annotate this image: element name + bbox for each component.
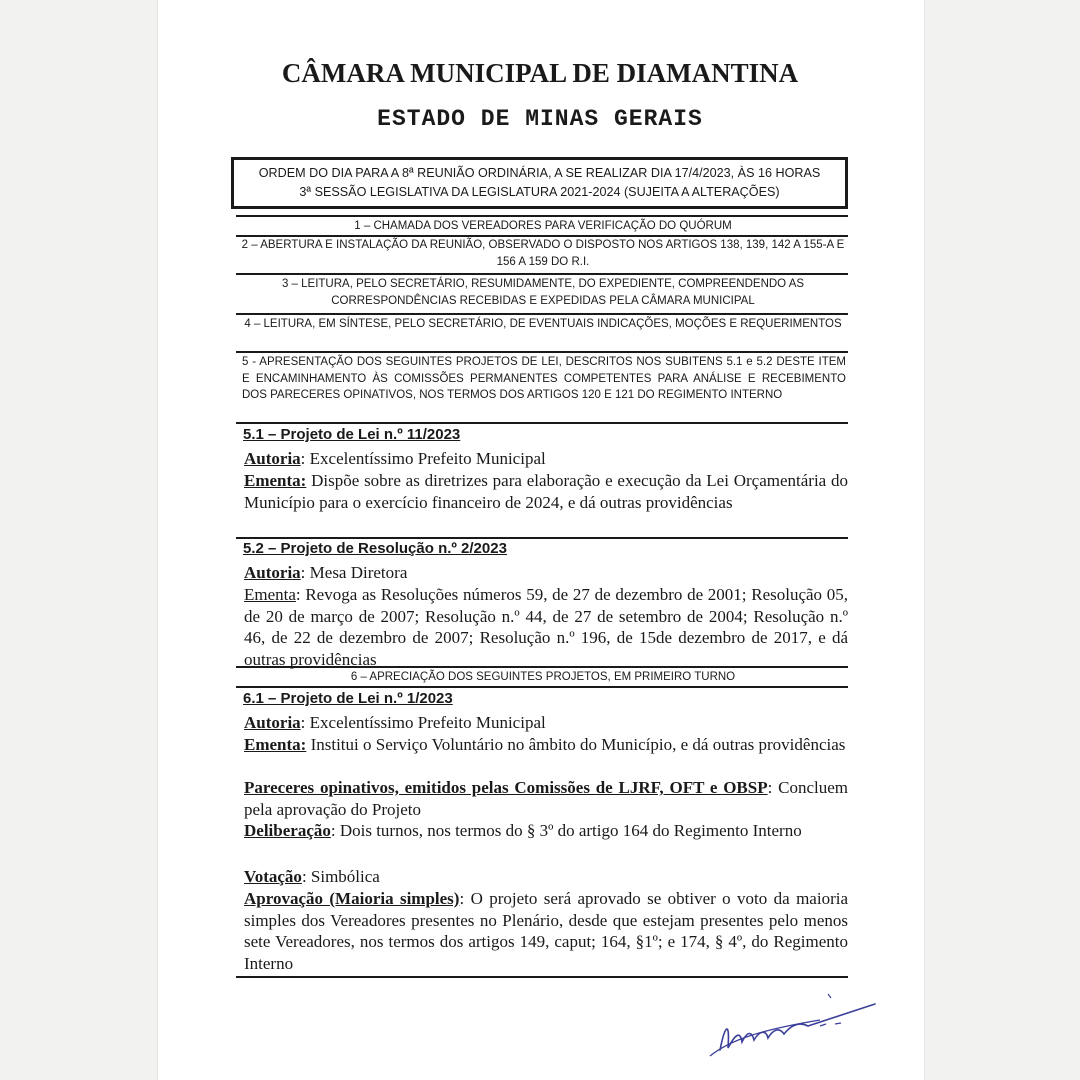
autoria-value: Excelentíssimo Prefeito Municipal [305, 449, 546, 468]
section-5-1-ementa [244, 470, 848, 513]
autoria-label: Autoria [244, 449, 301, 468]
agenda-item-3: 3 – LEITURA, PELO SECRETÁRIO, RESUMIDAMENTE, DO EXPEDIENTE, COMPREENDENDO AS CORRESPONDÊNCIAS RECEBIDAS E EXPEDIDAS PELA CÂMARA MUNICIPAL [281, 278, 805, 307]
deliberacao-value: : Dois turnos, nos termos do § 3º do artigo 164 do Regimento Interno [330, 821, 802, 840]
section-5-1-autoria: Autoria: Excelentíssimo Prefeito Municipal [244, 449, 546, 468]
agenda-item-6: 6 – APRECIAÇÃO DOS SEGUINTES PROJETOS, EM PRIMEIRO TURNO [350, 671, 736, 683]
agenda-item-1: 1 – CHAMADA DOS VEREADORES PARA VERIFICAÇÃO DO QUÓRUM [354, 220, 732, 232]
aprovacao-value: : O projeto será aprovado se obtiver o voto da maioria simples dos Vereadores presentes no Plenário, desde que estejam presentes pelo menos sete Vereadores, nos termos dos artigos 149, caput; 164, §1º; e 174, § 4º, do Regimento Interno [244, 889, 848, 973]
agenda-header-box [231, 157, 848, 209]
autoria-label: Autoria [244, 563, 301, 582]
ementa-value: Institui o Serviço Voluntário no âmbito do Município, e dá outras providências [306, 735, 846, 754]
ementa-value: Dispõe sobre as diretrizes para elaboração e execução da Lei Orçamentária do Município para o exercício financeiro de 2024, e dá outras providências [244, 471, 848, 512]
aprovacao-label: Aprovação (Maioria simples) [244, 889, 460, 908]
votacao-value: : Simbólica [301, 867, 380, 886]
divider [236, 273, 848, 275]
ementa-value: : Revoga as Resoluções números 59, de 27 de dezembro de 2001; Resolução 05, de 20 de março de 2007; Resolução n.º 44, de 27 de setembro de 2004; Resolução n.º 46, de 22 de dezembro de 2007; Resolução n.º 196, de 15de dezembro de 2017, e dá outras providências [244, 585, 848, 669]
divider [236, 215, 848, 217]
section-6-1-autoria: Autoria: Excelentíssimo Prefeito Municipal [244, 713, 546, 732]
section-6-1-aprovacao [244, 888, 848, 974]
autoria-label: Autoria [244, 713, 301, 732]
divider [236, 351, 848, 353]
handwritten-signature [700, 990, 880, 1070]
agenda-item-5: 5 - APRESENTAÇÃO DOS SEGUINTES PROJETOS DE LEI, DESCRITOS NOS SUBITENS 5.1 e 5.2 DESTE ITEM E ENCAMINHAMENTO ÀS COMISSÕES PERMANENTES COMPETENTES PARA ANÁLISE E RECEBIMENTO DOS PARECERES OPINATIVOS, NOS TERMOS DOS ARTIGOS 120 E 121 DO REGIMENTO INTERNO [242, 356, 846, 402]
document-title: CÂMARA MUNICIPAL DE DIAMANTINA [281, 58, 799, 88]
ementa-label: Ementa: [244, 471, 307, 490]
divider [236, 686, 848, 688]
section-6-1-votacao [244, 866, 848, 888]
divider [236, 422, 848, 424]
document-subtitle: ESTADO DE MINAS GERAIS [377, 106, 703, 132]
section-5-2-ementa [244, 584, 848, 670]
autoria-value: Excelentíssimo Prefeito Municipal [305, 713, 546, 732]
autoria-value: Mesa Diretora [305, 563, 408, 582]
section-5-1-heading: 5.1 – Projeto de Lei n.º 11/2023 [243, 426, 461, 443]
section-6-1-heading: 6.1 – Projeto de Lei n.º 1/2023 [243, 690, 453, 707]
divider [236, 537, 848, 539]
agenda-item-2: 2 – ABERTURA E INSTALAÇÃO DA REUNIÃO, OBSERVADO O DISPOSTO NOS ARTIGOS 138, 139, 142 A 155-A E 156 A 159 DO R.I. [241, 239, 845, 268]
section-6-1-deliberacao [244, 820, 848, 842]
ementa-label: Ementa: [244, 735, 307, 754]
pareceres-value: : Concluem pela aprovação do Projeto [244, 778, 848, 819]
agenda-item-4: 4 – LEITURA, EM SÍNTESE, PELO SECRETÁRIO, DE EVENTUAIS INDICAÇÕES, MOÇÕES E REQUERIMENTOS [244, 318, 842, 330]
divider [236, 313, 848, 315]
section-6-1-pareceres [244, 777, 848, 820]
divider [236, 976, 848, 978]
divider [236, 666, 848, 668]
section-5-2-autoria: Autoria: Mesa Diretora [244, 563, 408, 582]
agenda-header-line1: ORDEM DO DIA PARA A 8ª REUNIÃO ORDINÁRIA, A SE REALIZAR DIA 17/4/2023, ÀS 16 HORAS [258, 166, 821, 180]
section-6-1-ementa [244, 734, 848, 756]
pareceres-label: Pareceres opinativos, emitidos pelas Comissões de LJRF, OFT e OBSP [244, 778, 768, 797]
section-5-2-heading: 5.2 – Projeto de Resolução n.º 2/2023 [243, 540, 507, 557]
votacao-label: Votação [244, 867, 302, 886]
ementa-label: Ementa [244, 585, 296, 604]
deliberacao-label: Deliberação [244, 821, 331, 840]
agenda-header-line2: 3ª SESSÃO LEGISLATIVA DA LEGISLATURA 2021-2024 (SUJEITA A ALTERAÇÕES) [299, 185, 780, 199]
